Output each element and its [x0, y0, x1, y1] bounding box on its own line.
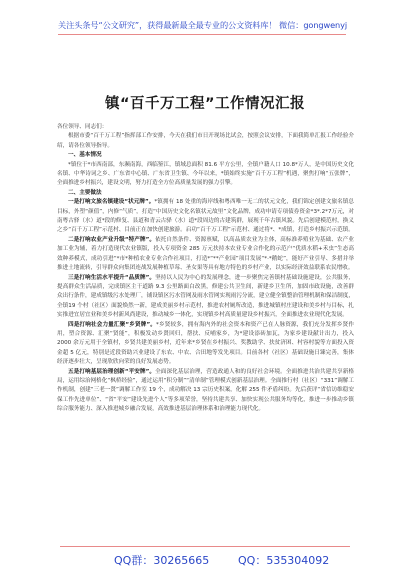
method-text-2: 依托自然条件、资源禀赋，以高品质农业为主体，高标准养殖业为基础、农产业加工业为辅，着力打造现代农业镇版，投入专项资金 285 万元扶持本农业专业合作化的示范户“优质水稻+禾虫”生态高效种养模式，成功引进“*市*种植农业专业合作社项目，打造*“**产业园”项目发展“*·*鹅蛇”，能好产业引导、多措并举推进土地流转，引导群众向集团连战发展种植草莓、圣女果等具有地方特色的乡村产业，以实际经济效益联系农民增收。	[57, 236, 354, 272]
method-text-4: *乡贤较多，拥有海内外的社会资本和资产已在人脉资源，我们充分发挥乡贤作用，塑合资源、汇聚“贤能”，积极发动乡贤回归，帮扶、反哺家乡，为*建设添砖加瓦，为家乡建设献计出力，投入 2000 余万元用于全镇村，乡贤共建美丽乡村，近年来*乡贤在乡村振兴、奖教助学、扶贫济困、村容村貌等方面投入资金超 5 亿元，特别是近段资助兴业建设了东农、中农、合田地等发先项目。目前各村（社区）基础设施日臻完善，集体经济逐步壮大，呈现欣欣向荣的良好发展态势。	[57, 321, 354, 366]
page-footer	[60, 546, 350, 567]
method-text-1: *镇拥有 18 处重的海岸线和粤西唯一无二的状元文化，我们锦定创建文旅名镇总目标，外塑“颜值”，内修“气质”，打造“中国历史文化名镇状元故里”文化品牌，成功申请专项债券资金*3*.2*7万元，对南粤古驿（水）道*段的修复、县道和青云古驿（水）道*段周边的古建筑群，展现千年古镇风貌。先后创建模范村，换义之乡“百千万工程”示范村、目前正在加快创建旅游。启功“百千万工程”示范村、通过将*、*成镇，打造乡村振兴示范镇。	[57, 199, 354, 234]
section-heading-methods: 二、主要做法	[68, 189, 102, 196]
qq-group-number: QQ群：30265665	[114, 554, 210, 567]
method-text-5: 全面深化基层治理，营造政通人和的良好社会环境。全面推进共治共建共享新格局，运用综治网格化“枫桥经验”，通过运用“积分制”“清单制”管理模式创新基层治理。全面推行村（社区）“331”调解工作机制，创建“三老一贤”调解工作室 19 个，成功解决 13 宗历史积案，化解 255 件矛盾纠纷。先后获评“省信访维稳安保工作先进单位”、“省“平安”建设先进个人”等多项荣誉，坚持共建共享、加快实现公共服务均等化，推进一步推动乡镇综合服务能力、深入推进城乡融合发展，高效推进基层治理体系和治理能力现代化。	[57, 368, 354, 413]
method-paragraph-3	[57, 274, 354, 321]
method-paragraph-4	[57, 321, 354, 368]
basic-info-paragraph: *镇位于*市西南部，东濒南海，西临鉴江，镇域总面积 81.6 平方公里，全镇户籍人口 10.8*万人，是中国历史文化名镇、中华诗词之乡、广东省中心镇、广东省卫生镇、今年以来，*镇始终实施“百千万工程”机遇，聚焦打响“五张牌”，全面推进乡村振兴，建设文明，努力打造全方位高质量发展的强力引擎。	[57, 161, 354, 187]
top-promo-banner: 关注头条号“公文研究”，获得最新最全最专业的公文资料库！ 微信：gongwenyj	[58, 18, 346, 35]
method-text-3: 坚持以人民为中心的发展理念，进一步聚焦完善镇村基础设施建设，公共服务，提高群众生活品质，完成镇区主干道路 9.3 公里路面白改黑，修建公共卫生间，新建乡卫生所，加固市政设施，改善群众出行条件，建成镇级污水处理厂，铺设镇区污水管网及雨水管网实现雨污分流，建立健全镇整治管理机制和保洁制度，全镇19 个村（社区）面貌焕然一新，建成美丽乡村示范村，推进农村厕所改造，推进城镇村庄建设和美乡村与目标，扎实推进宜居宜业和美乡村新风尚建设，推动城乡一体化，实现镇乡村高质量建设乡村振兴，全面推进农业现代化发展。	[57, 274, 354, 319]
method-paragraph-5	[57, 368, 354, 415]
method-lead-5: 五是打响基层治理创新“平安牌”。	[68, 368, 156, 375]
intro-paragraph: 根据市委“百千万工程”指挥部工作安排，今天在我们市日开现场比试会，按照会议安排，下面我简单汇报工作经验介绍，请各位领导指导。	[57, 133, 354, 149]
method-lead-3: 三是打响生活水平提升“品质牌”。	[68, 274, 156, 281]
document-body	[57, 123, 354, 415]
method-paragraph-1	[57, 198, 354, 236]
method-lead-2: 二是打响农业产业升级“特产牌”。	[68, 236, 156, 243]
section-heading-basic: 一、基本情况	[68, 152, 102, 159]
qq-contact-number: QQ：535304092	[238, 554, 330, 567]
method-lead-4: 四是打响社会力量汇聚“乡贤牌”。	[68, 321, 157, 328]
method-paragraph-2	[57, 236, 354, 274]
salutation: 各位领导、同志们：	[57, 124, 108, 130]
page-title: 镇“百千万工程”工作情况汇报	[104, 96, 306, 112]
method-lead-1: 一是打响文旅名镇建设“状元牌”。	[68, 199, 155, 206]
